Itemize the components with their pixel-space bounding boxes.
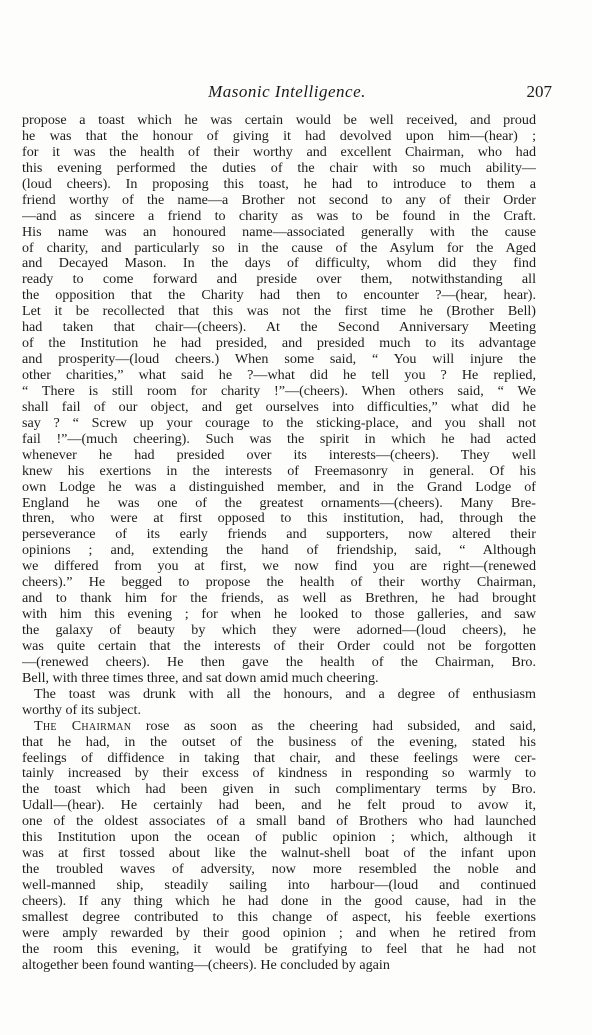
- text-line: had taken that chair—(cheers). At the Second Anniversary Meeting: [22, 320, 536, 336]
- text-line: perseverance of its early friends and supporters, now altered their: [22, 527, 536, 543]
- text-line: friend worthy of the name—a Brother not second to any of their Order: [22, 192, 536, 208]
- text-line: (loud cheers). In proposing this toast, he had to introduce to them a: [22, 176, 536, 192]
- body-text: [22, 113, 536, 974]
- paragraph-chairman-reply: [22, 719, 536, 974]
- text-line: thren, who were at first opposed to this institution, had, through the: [22, 511, 536, 527]
- text-line: [22, 719, 536, 735]
- text-line: one of the oldest associates of a small band of Brothers who had launched: [22, 814, 536, 830]
- text-line: tainly increased by their excess of kindness in responding so warmly to: [22, 766, 536, 782]
- text-line: propose a toast which he was certain would be well received, and proud: [22, 113, 536, 128]
- text-line: shall fail of our object, and get ourselves into difficulties,” what did he: [22, 399, 536, 415]
- text-line: ready to come forward and preside over them, notwithstanding all: [22, 272, 536, 288]
- text-line: with him this evening ; for when he looked to those galleries, and saw: [22, 607, 536, 623]
- text-line: and to thank him for the friends, as well as Brethren, he had brought: [22, 591, 536, 607]
- text-line: this Institution upon the ocean of public opinion ; which, although it: [22, 830, 536, 846]
- text-line: feelings of diffidence in taking that chair, and these feelings were cer-: [22, 750, 536, 766]
- paragraph-toast-speech: [22, 113, 536, 687]
- text-line: and Decayed Mason. In the days of difficulty, whom did they find: [22, 256, 536, 272]
- text-line: Let it be recollected that this was not the first time he (Brother Bell): [22, 304, 536, 320]
- speaker-name: The Chairman: [34, 718, 132, 734]
- text-line: Bell, with three times three, and sat down amid much cheering.: [22, 670, 379, 686]
- page-header: [22, 82, 552, 104]
- text-line: the room this evening, it would be gratifying to feel that he had not: [22, 941, 536, 957]
- text-line: own Lodge he was a distinguished member, and in the Grand Lodge of: [22, 479, 536, 495]
- text-line: opinions ; and, extending the hand of friendship, said, “ Although: [22, 543, 536, 559]
- text-line: smallest degree contributed to this change of aspect, his feeble exertions: [22, 909, 536, 925]
- text-line: this evening performed the duties of the chair with so much ability—: [22, 160, 536, 176]
- text-line: England he was one of the greatest ornaments—(cheers). Many Bre-: [22, 495, 536, 511]
- text-line: the opposition that the Charity had then to encounter ?—(hear, hear).: [22, 288, 536, 304]
- text-line: —(renewed cheers). He then gave the health of the Chairman, Bro.: [22, 654, 536, 670]
- paragraph-toast-drunk: [22, 687, 536, 719]
- text-line: worthy of its subject.: [22, 702, 141, 718]
- running-head: Masonic Intelligence.: [208, 82, 366, 101]
- text-line: His name was an honoured name—associated generally with the cause: [22, 224, 536, 240]
- text-line: “ There is still room for charity !”—(cheers). When others said, “ We: [22, 383, 536, 399]
- text-line: the troubled waves of adversity, now more resembled the noble and: [22, 862, 536, 878]
- text-line: —and as sincere a friend to charity as was to be found in the Craft.: [22, 208, 536, 224]
- text-line: whenever he had presided over its interests—(cheers). They well: [22, 447, 536, 463]
- page-number: 207: [526, 82, 552, 101]
- text-line-rest: rose as soon as the cheering had subsided, and said,: [131, 718, 536, 734]
- text-line: cheers). If any thing which he had done in the good cause, had in the: [22, 893, 536, 909]
- text-line: The toast was drunk with all the honours, and a degree of enthusiasm: [34, 686, 536, 702]
- text-line: for it was the health of their worthy and excellent Chairman, who had: [22, 144, 536, 160]
- text-line: we differed from you at first, we now find you are right—(renewed: [22, 559, 536, 575]
- text-line: altogether been found wanting—(cheers). He concluded by again: [22, 957, 390, 973]
- text-line: fail !”—(much cheering). Such was the spirit in which he had acted: [22, 431, 536, 447]
- text-line: knew his exertions in the interests of Freemasonry in general. Of his: [22, 463, 536, 479]
- text-line: other charities,” what said he ?—what did he tell you ? He replied,: [22, 368, 536, 383]
- text-line: and prosperity—(loud cheers.) When some said, “ You will injure the: [22, 352, 536, 368]
- text-line: of charity, and particularly so in the cause of the Asylum for the Aged: [22, 240, 536, 256]
- text-line: that he had, in the outset of the business of the evening, stated his: [22, 734, 536, 750]
- text-line: the toast which had been given in such complimentary terms by Bro.: [22, 782, 536, 798]
- text-line: the galaxy of beauty by which they were adorned—(loud cheers), he: [22, 623, 536, 638]
- text-line: was at first tossed about like the walnut-shell boat of the infant upon: [22, 846, 536, 862]
- text-line: Udall—(hear). He certainly had been, and he felt proud to avow it,: [22, 798, 536, 814]
- text-line: he was that the honour of giving it had devolved upon him—(hear) ;: [22, 128, 536, 144]
- text-line: cheers).” He begged to propose the health of their worthy Chairman,: [22, 575, 536, 591]
- text-line: of the Institution he had presided, and presided much to its advantage: [22, 336, 536, 352]
- text-line: was quite certain that the interests of their Order could not be forgotten: [22, 638, 536, 654]
- text-line: were amply rewarded by their good opinion ; and when he retired from: [22, 925, 536, 941]
- text-line: well-manned ship, steadily sailing into harbour—(loud and continued: [22, 878, 536, 893]
- text-line: say ? “ Screw up your courage to the sticking-place, and you shall not: [22, 415, 536, 431]
